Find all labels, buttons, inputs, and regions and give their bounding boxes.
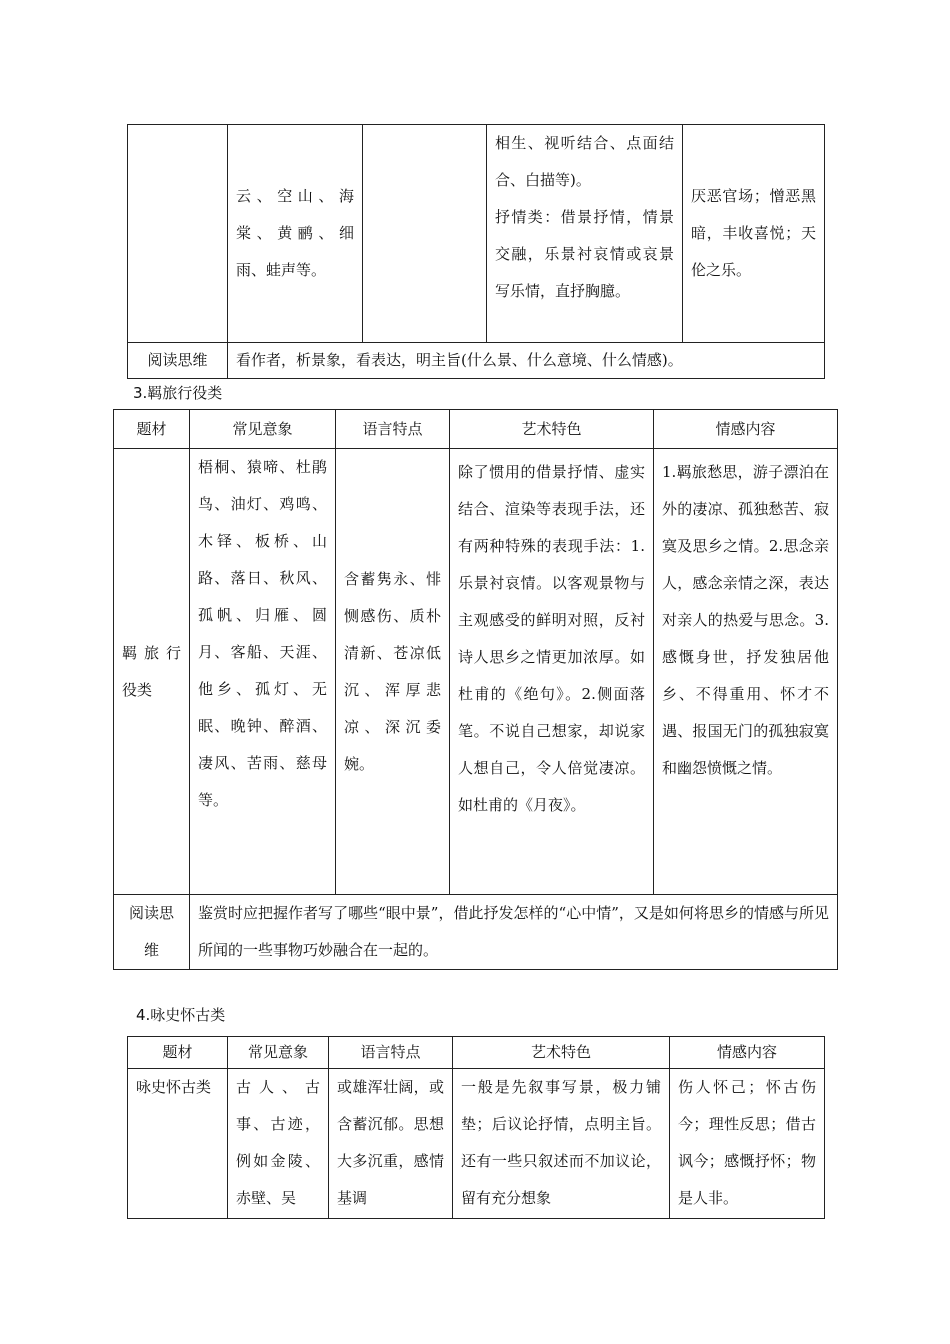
section-heading-4: 4.咏史怀古类 [136,1006,226,1024]
header-emotion: 情感内容 [670,1037,825,1069]
emotion-cell: 1.羁旅愁思，游子漂泊在外的凄凉、孤独愁苦、寂寞及思乡之情。2.思念亲人，感念亲情之深，表达对亲人的热爱与思念。3.感慨身世，抒发独居他乡、不得重用、怀才不遇、报国无门的孤独寂寞和幽怨愤慨之情。 [654,449,838,895]
table-header-row [114,410,838,449]
art-cell: 相生、视听结合、点面结合、白描等)。 抒情类：借景抒情，情景交融，乐景衬哀情或哀景写乐情，直抒胸臆。 [487,125,683,343]
header-imagery: 常见意象 [228,1037,329,1069]
reading-text: 鉴赏时应把握作者写了哪些“眼中景”，借此抒发怎样的“心中情”，又是如何将思乡的情感与所见所闻的一些事物巧妙融合在一起的。 [190,895,838,970]
reading-label: 阅读思维 [128,343,228,379]
imagery-cell: 古人、古事、古迹，例如金陵、赤壁、吴 [228,1069,329,1219]
header-language: 语言特点 [336,410,450,449]
language-cell: 含蓄隽永、悱恻感伤、质朴清新、苍凉低沉、浑厚悲凉、深沉委婉。 [336,449,450,895]
section-heading-3: 3.羁旅行役类 [133,384,223,402]
imagery-cell: 云、空山、海棠、黄鹂、细雨、蛙声等。 [228,125,363,343]
table-row [128,125,825,343]
header-subject: 题材 [114,410,190,449]
header-subject: 题材 [128,1037,228,1069]
emotion-cell: 厌恶官场；憎恶黑暗，丰收喜悦；天伦之乐。 [683,125,825,343]
table-poetry-continued [127,124,825,379]
table-header-row [128,1037,825,1069]
art-cell: 除了惯用的借景抒情、虚实结合、渲染等表现手法，还有两种特殊的表现手法：1.乐景衬哀情。以客观景物与主观感受的鲜明对照，反衬诗人思乡之情更加浓厚。如杜甫的《绝句》。2.侧面落笔。不说自己想家，却说家人想自己，令人倍觉凄凉。如杜甫的《月夜》。 [450,449,654,895]
language-cell [363,125,487,343]
art-cell: 一般是先叙事写景，极力铺垫；后议论抒情，点明主旨。还有一些只叙述而不加议论，留有充分想象 [453,1069,670,1219]
table-row [128,343,825,379]
header-art: 艺术特色 [450,410,654,449]
header-emotion: 情感内容 [654,410,838,449]
imagery-cell: 梧桐、猿啼、杜鹃鸟、油灯、鸡鸣、木铎、板桥、山路、落日、秋风、孤帆、归雁、圆月、客船、天涯、他乡、孤灯、无眠、晚钟、醉酒、凄风、苦雨、慈母等。 [190,449,336,895]
reading-text: 看作者，析景象，看表达，明主旨(什么景、什么意境、什么情感)。 [228,343,825,379]
header-imagery: 常见意象 [190,410,336,449]
table-row [128,1069,825,1219]
reading-label: 阅读思维 [114,895,190,970]
table-history-poems [127,1036,825,1219]
table-row [114,449,838,895]
header-language: 语言特点 [329,1037,453,1069]
emotion-cell: 伤人怀己；怀古伤今；理性反思；借古讽今；感慨抒怀；物是人非。 [670,1069,825,1219]
subject-cell: 羁旅行役类 [114,449,190,895]
language-cell: 或雄浑壮阔，或含蓄沉郁。思想大多沉重，感情基调 [329,1069,453,1219]
subject-cell [128,125,228,343]
table-travel-poems [113,409,838,970]
subject-cell: 咏史怀古类 [128,1069,228,1219]
table-row [114,895,838,970]
header-art: 艺术特色 [453,1037,670,1069]
